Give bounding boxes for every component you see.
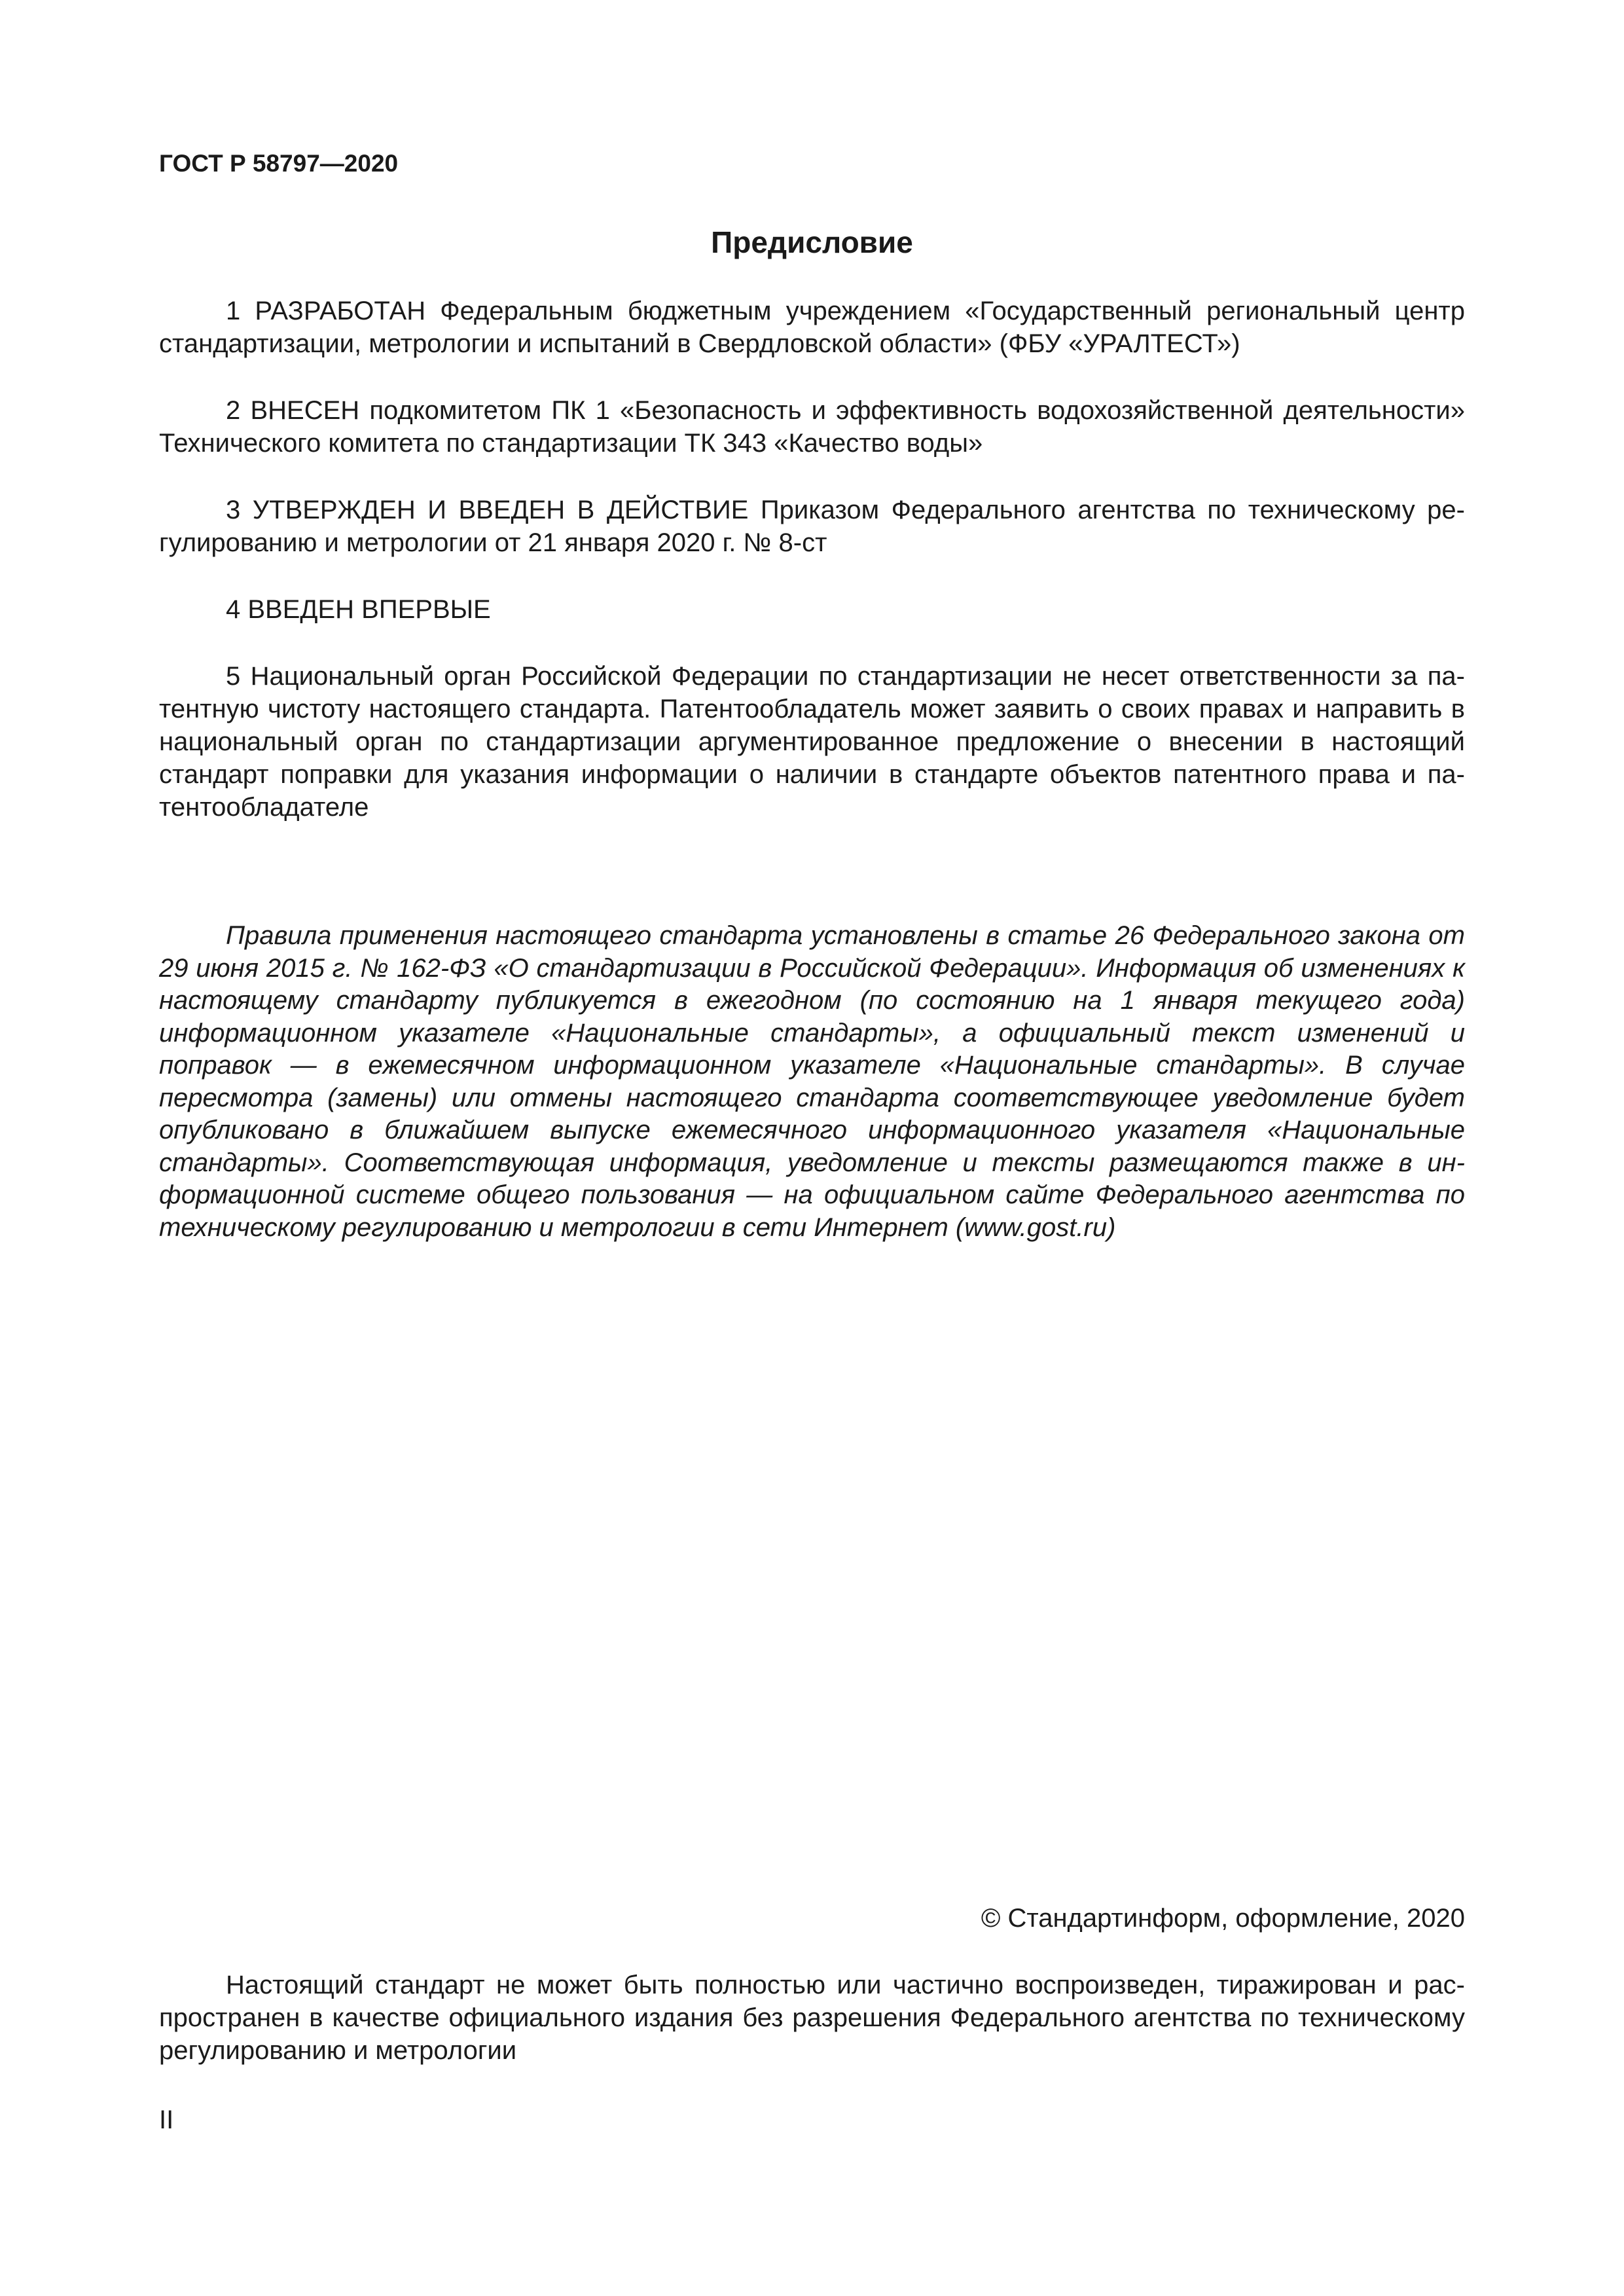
reproduction-notice: Настоящий стандарт не может быть полностью или частично воспроизведен, тиражирован и распространен в качестве официального издания без разрешения Федерального агентства по техническому регулированию и метрологии <box>159 1971 1465 2065</box>
preface-item-1: 1 РАЗРАБОТАН Федеральным бюджетным учреждением «Государственный региональный центр стандартизации, метрологии и испытаний в Свердловской области» (ФБУ «УРАЛТЕСТ») <box>159 297 1465 358</box>
preface-item-5: 5 Национальный орган Российской Федерации по стандартизации не несет ответственности за патентную чистоту настоящего стандарта. Патентообладатель может заявить о своих правах и направить в национальный орган по стандартизации аргументированное предложение о внесении в настоящий стандарт поправки для указания информации о наличии в стандарте объектов патентного права и патентообладателе <box>159 662 1465 822</box>
preface-item-2: 2 ВНЕСЕН подкомитетом ПК 1 «Безопасность и эффективность водохозяйственной деятельности» Технического комитета по стандартизации ТК 343 «Качество воды» <box>159 396 1465 458</box>
preface-title: Предисловие <box>711 225 913 259</box>
standard-code-header: ГОСТ Р 58797—2020 <box>159 150 399 177</box>
preface-item-4: 4 ВВЕДЕН ВПЕРВЫЕ <box>226 595 491 624</box>
application-rules-note: Правила применения настоящего стандарта установлены в статье 26 Федерального закона от 29 июня 2015 г. № 162-ФЗ «О стандартизации в Российской Федерации». Информация об изменениях к настоящему стандарту публикуется в ежегодном (по состоянию на 1 января текущего года) информационном указателе «Национальные стандарты», а официальный текст изменений и поправок — в ежемесячном информационном указателе «Национальные стандарты». В случае пересмотра (замены) или отмены настоящего стандарта соответствующее уведомление будет опубликовано в ближайшем выпуске ежемесячного информационного указателя «Национальные стандарты». Соответствующая информация, уведомление и тексты размещаются также в информационной системе общего пользования — на официальном сайте Федерального агентства по техническому регулированию и метрологии в сети Интернет (www.gost.ru) <box>159 921 1465 1242</box>
copyright-line: © Стандартинформ, оформление, 2020 <box>981 1904 1465 1933</box>
page-number: II <box>159 2105 174 2134</box>
preface-item-3: 3 УТВЕРЖДЕН И ВВЕДЕН В ДЕЙСТВИЕ Приказом Федерального агентства по техническому регулированию и метрологии от 21 января 2020 г. № 8-ст <box>159 496 1465 557</box>
